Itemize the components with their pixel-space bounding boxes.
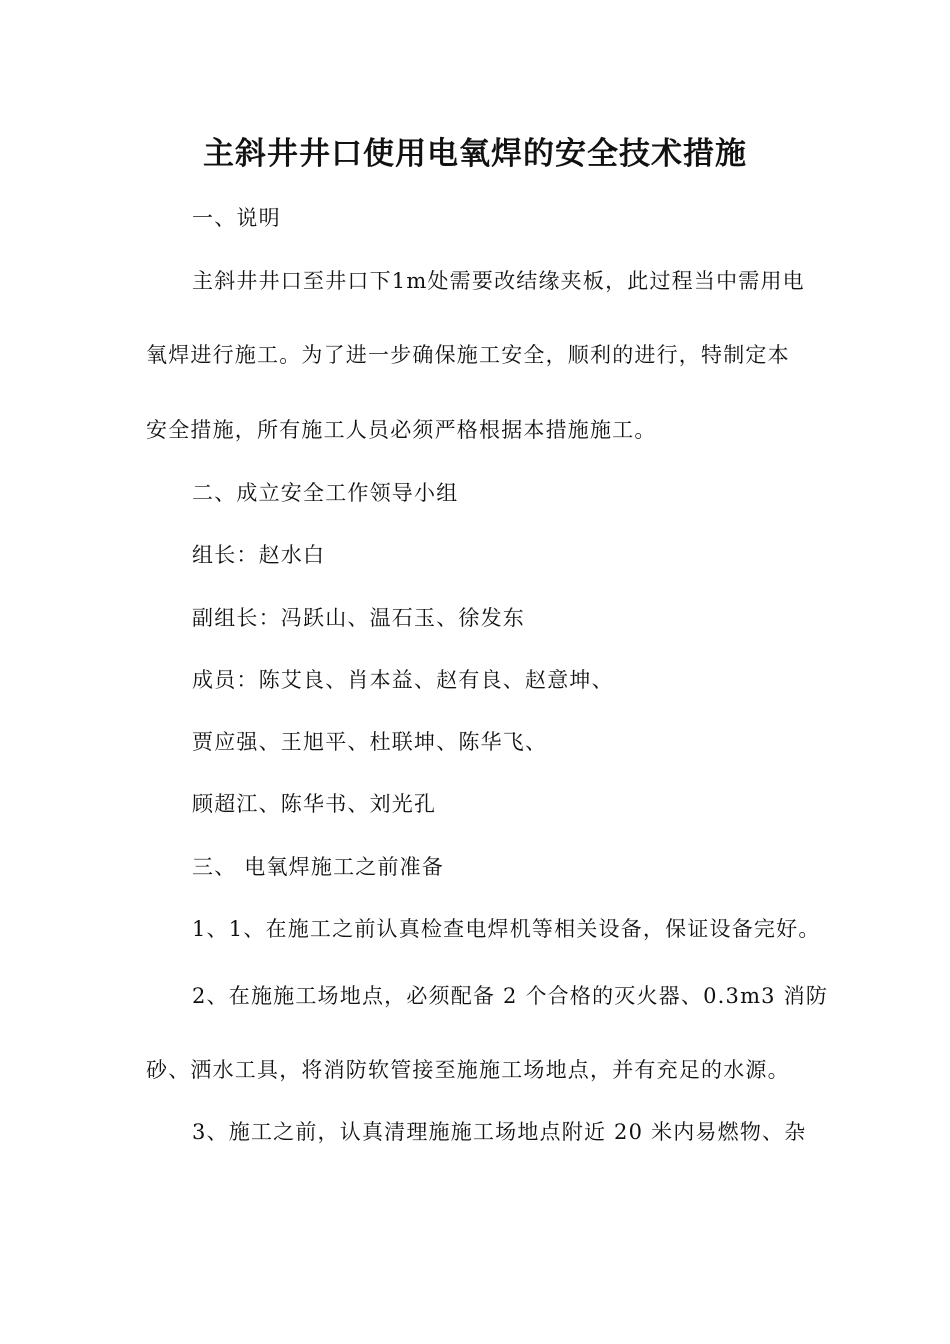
document-title: 主斜井井口使用电氧焊的安全技术措施 bbox=[203, 136, 747, 172]
paragraph-line: 贾应强、王旭平、杜联坤、陈华飞、 bbox=[192, 730, 548, 754]
paragraph-line: 2、在施施工场地点，必须配备 2 个合格的灭火器、0.3m3 消防 bbox=[192, 984, 829, 1008]
section-heading-1: 一、说明 bbox=[192, 206, 281, 230]
paragraph-line: 成员：陈艾良、肖本益、赵有良、赵意坤、 bbox=[192, 668, 614, 692]
paragraph-line: 副组长：冯跃山、温石玉、徐发东 bbox=[192, 606, 525, 630]
paragraph-line: 砂、洒水工具，将消防软管接至施施工场地点，并有充足的水源。 bbox=[146, 1058, 790, 1082]
section-heading-2: 二、成立安全工作领导小组 bbox=[192, 481, 459, 505]
section-heading-3: 三、 电氧焊施工之前准备 bbox=[192, 855, 445, 879]
paragraph-line: 氧焊进行施工。为了进一步确保施工安全，顺利的进行，特制定本 bbox=[146, 343, 790, 367]
paragraph-line: 3、施工之前，认真清理施施工场地点附近 20 米内易燃物、杂 bbox=[192, 1120, 807, 1144]
paragraph-line: 组长：赵水白 bbox=[192, 543, 326, 567]
paragraph-line: 1、1、在施工之前认真检查电焊机等相关设备，保证设备完好。 bbox=[192, 917, 821, 941]
paragraph-line: 安全措施，所有施工人员必须严格根据本措施施工。 bbox=[146, 418, 657, 442]
paragraph-line: 顾超江、陈华书、刘光孔 bbox=[192, 792, 437, 816]
paragraph-line: 主斜井井口至井口下1m处需要改结缘夹板，此过程当中需用电 bbox=[192, 269, 805, 293]
